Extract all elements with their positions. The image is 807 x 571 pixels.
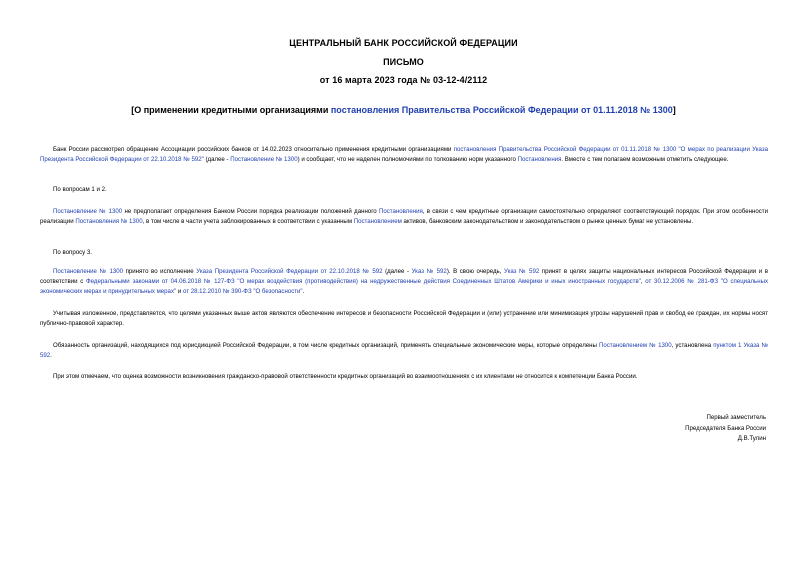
resolution-link[interactable]: Постановления <box>517 156 562 163</box>
text-fragment: (далее - <box>382 268 412 275</box>
decree-592-link[interactable]: Указ № 592 <box>411 268 447 275</box>
resolution-1300-link[interactable]: Постановление № 1300 <box>230 156 298 163</box>
subject-prefix: О применении кредитными организациями <box>134 105 331 115</box>
paragraph-obligation <box>40 341 768 361</box>
paragraph-question-3: По вопросу 3. <box>53 249 92 256</box>
resolution-link[interactable]: Постановления <box>378 208 423 215</box>
text-fragment: принято во исполнение <box>123 268 197 275</box>
federal-law-281-fz-link[interactable]: от 30.12.2006 № 281-ФЗ "О специальных экономических мерах и принудительных мерах" <box>40 278 768 295</box>
resolution-link[interactable]: Постановлением <box>353 218 402 225</box>
decree-592-link[interactable]: Указ № 592 <box>503 268 540 275</box>
resolution-1300-link[interactable]: Постановлением № 1300 <box>598 342 672 349</box>
text-fragment: Обязанность организаций, находящихся под юрисдикцией Российской Федерации, в том числе кредитных организаций, применять специальные экономические меры, которые определены <box>53 342 599 349</box>
document-type: ПИСЬМО <box>383 57 424 67</box>
resolution-1300-full-link[interactable]: постановления Правительства Российской Федерации от 01.11.2018 № 1300 "О мерах по реализации Указа Президента Российской Федерации от 22.10.2018 № 592" <box>40 146 768 163</box>
text-fragment: принят в целях защиты национальных интересов Российской Федерации и в соответствии с <box>40 268 768 285</box>
text-fragment: Банк России рассмотрел обращение Ассоциации российских банков от 14.02.2023 относительно применения кредитными организациями <box>53 146 454 153</box>
text-fragment: . <box>302 288 305 295</box>
decree-592-full-link[interactable]: Указа Президента Российской Федерации от 22.10.2018 № 592 <box>196 268 383 275</box>
paragraph-procedure <box>40 207 768 227</box>
paragraph-decree-basis <box>40 267 768 297</box>
signatory-title-line-1: Первый заместитель <box>706 414 766 421</box>
text-fragment: активов, банковским законодательством и законодательством о рынке ценных бумаг не установлены. <box>401 218 694 225</box>
text-fragment: ). В свою очередь, <box>446 268 504 275</box>
text-fragment: . <box>50 352 52 359</box>
text-fragment: , установлена <box>671 342 714 349</box>
paragraph-conclusion: При этом отмечаем, что оценка возможности возникновения гражданско-правовой ответственности кредитных организаций во взаимоотношениях с их клиентами не относится к компетенции Банка России. <box>53 373 638 380</box>
text-fragment: , в том числе в части учета заблокированных в соответствии с указанным <box>142 218 354 225</box>
signatory-name: Д.В.Тулин <box>737 435 766 443</box>
signature-block <box>685 413 766 445</box>
text-fragment: , <box>640 278 646 285</box>
issuer-heading: ЦЕНТРАЛЬНЫЙ БАНК РОССИЙСКОЙ ФЕДЕРАЦИИ <box>289 38 518 48</box>
text-fragment: , в связи с чем кредитные организации самостоятельно определяют соответствующий порядок. При этом особенности реализации <box>40 208 768 225</box>
decree-592-clause-1-link[interactable]: пунктом 1 Указа № 592 <box>40 342 768 359</box>
text-fragment: и <box>176 288 183 295</box>
resolution-1300-link[interactable]: Постановление № 1300 <box>53 268 124 275</box>
text-fragment: ) и сообщает, что не наделен полномочиями по толкованию норм указанного <box>297 156 518 163</box>
text-fragment: . Вместе с тем полагаем возможным отметить следующее. <box>561 156 729 163</box>
paragraph-intro <box>40 145 768 165</box>
resolution-1300-link[interactable]: Постановление № 1300 <box>53 208 123 215</box>
signatory-title-line-2: Председателя Банка России <box>685 424 766 432</box>
text-fragment: не предполагает определения Банком России порядка реализации положений данного <box>122 208 379 215</box>
resolution-1300-link[interactable]: Постановления № 1300 <box>75 218 143 225</box>
subject-bracket-close: ] <box>672 105 676 115</box>
document-subject <box>0 105 807 115</box>
document-date-number: от 16 марта 2023 года № 03-12-4/2112 <box>319 75 488 85</box>
federal-law-127-fz-link[interactable]: Федеральными законами от 04.06.2018 № 127-ФЗ "О мерах воздействия (противодействия) на недружественные действия Соединенных Штатов Америки и иных иностранных государств" <box>86 278 641 285</box>
subject-resolution-link[interactable]: постановления Правительства Российской Федерации от 01.11.2018 № 1300 <box>330 105 673 115</box>
paragraph-questions-1-2: По вопросам 1 и 2. <box>53 186 107 193</box>
subject-bracket-open: [ <box>131 105 135 115</box>
text-fragment: (далее - <box>203 156 231 163</box>
federal-law-390-fz-link[interactable]: от 28.12.2010 № 390-ФЗ "О безопасности" <box>182 288 303 295</box>
paragraph-public-law: Учитывая изложенное, представляется, что целями указанных выше актов являются обеспечение интересов и безопасности Российской Федерации и (или) устранение или минимизация угрозы нарушений прав и свобод ее граждан, их нормы носят публично-правовой характер. <box>40 310 768 327</box>
